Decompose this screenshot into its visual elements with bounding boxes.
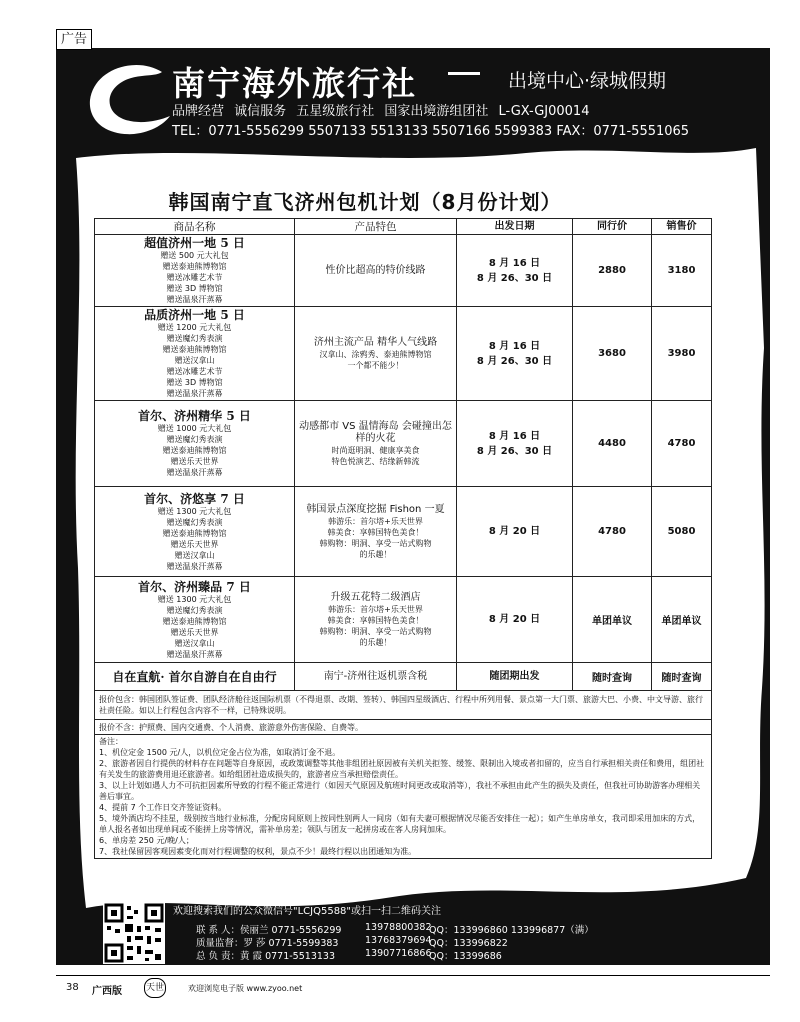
col-header-feature: 产品特色 — [295, 219, 457, 235]
table-row — [95, 307, 712, 401]
gift-item: 赠送 1200 元大礼包 — [157, 323, 232, 332]
gift-item: 赠送温泉汗蒸幕 — [166, 561, 223, 571]
departure-date: 8 月 26、30 日 — [476, 272, 553, 284]
sale-price: 单团单议 — [652, 577, 712, 663]
col-header-date: 出发日期 — [457, 219, 573, 235]
product-cell — [95, 307, 295, 401]
feature-detail: 的乐趣！ — [359, 549, 392, 559]
feature-main: 济州主流产品 精华人气线路 — [313, 336, 438, 348]
feature-cell — [295, 401, 457, 487]
peer-price: 4780 — [573, 487, 652, 577]
col-header-name: 商品名称 — [95, 219, 295, 235]
product-name: 首尔、济州臻品 7 日 — [138, 579, 251, 594]
note-line: 6、单房差 250 元/晚/人； — [99, 836, 194, 845]
peer-price: 单团单议 — [573, 577, 652, 663]
table-row — [95, 577, 712, 663]
gift-item: 赠送温泉汗蒸幕 — [166, 389, 223, 398]
agency-name: 南宁海外旅行社 — [172, 64, 417, 103]
peer-price: 2880 — [573, 235, 652, 307]
feature-detail: 特色悦演艺、结缘新韩流 — [331, 456, 420, 466]
gift-item: 赠送冰雕艺术节 — [166, 273, 223, 282]
gift-item: 赠送 1300 元大礼包 — [157, 594, 232, 604]
site-line: 欢迎浏览电子版 www.zyoo.net — [188, 984, 303, 993]
agency-tel: TEL：0771-5556299 5507133 5513133 5507166 5599383 FAX：0771-5551065 — [172, 124, 690, 139]
product-cell — [95, 235, 295, 307]
gift-item: 赠送乐天世界 — [170, 539, 219, 549]
price-includes: 报价包含：韩国团队签证费、团队经济舱往返国际机票（不得退票、改期、签转）、韩国四星级酒店、行程中所列用餐、景点第一大门票、旅游大巴、小费、中文导游、旅行社责任险。如以上行程包含内容不一样，已特殊说明。 — [95, 691, 712, 720]
product-name: 自在直航· 首尔自游自在自由行 — [112, 669, 277, 684]
feature-detail: 韩游乐：首尔塔+乐天世界 — [328, 604, 423, 614]
date-cell — [457, 307, 573, 401]
sale-price: 4780 — [652, 401, 712, 487]
price-excludes: 报价不含：护照费、国内交通费、个人消费、旅游意外伤害保险、自费等。 — [95, 720, 712, 735]
contact-qq-0: QQ：133996860 133996877（满） — [429, 925, 594, 936]
feature-detail: 韩游乐：首尔塔+乐天世界 — [328, 516, 423, 526]
gift-item: 赠送魔幻秀表演 — [166, 517, 223, 527]
gift-item: 赠送汉拿山 — [174, 550, 215, 560]
peer-price: 3680 — [573, 307, 652, 401]
feature-detail: 汉拿山、涂鸦秀、泰迪熊博物馆 — [319, 349, 432, 359]
tour-table — [94, 218, 712, 859]
table-row — [95, 235, 712, 307]
departure-date: 8 月 20 日 — [488, 614, 541, 625]
page-footer — [56, 975, 770, 998]
edition-label: 广西版 — [92, 986, 122, 997]
sale-price: 随时查询 — [652, 663, 712, 691]
departure-date: 随团期出发 — [489, 671, 540, 682]
note-line: 备注： — [99, 737, 123, 746]
table-row — [95, 401, 712, 487]
contact-mobile-1: 13768379694 — [365, 935, 432, 946]
note-line: 1、机位定金 1500 元/人，以机位定金占位为准，如取消订金不退。 — [99, 748, 341, 757]
agency-subtitle: 出境中心·绿城假期 — [508, 70, 667, 92]
feature-cell — [295, 235, 457, 307]
feature-cell — [295, 663, 457, 691]
feature-detail: 一个都不能少！ — [347, 360, 404, 370]
gift-item: 赠送温泉汗蒸幕 — [166, 295, 223, 304]
departure-date: 8 月 26、30 日 — [476, 445, 553, 457]
date-cell — [457, 235, 573, 307]
gift-item: 赠送魔幻秀表演 — [166, 435, 223, 444]
notes — [95, 735, 712, 859]
contact-mobile-0: 13978800382 — [365, 922, 432, 933]
qr-code-icon — [103, 902, 165, 964]
date-cell — [457, 487, 573, 577]
gift-item: 赠送 500 元大礼包 — [160, 251, 229, 260]
feature-detail: 韩购物：明洞、享受一站式购物 — [319, 626, 432, 636]
sale-price: 5080 — [652, 487, 712, 577]
gift-item: 赠送 3D 博物馆 — [166, 284, 223, 293]
table-row — [95, 487, 712, 577]
col-header-sale-price: 销售价 — [652, 219, 712, 235]
gift-item: 赠送汉拿山 — [174, 356, 215, 365]
departure-date: 8 月 16 日 — [488, 257, 541, 269]
feature-main: 升级五花特二级酒店 — [330, 591, 421, 603]
gift-item: 赠送温泉汗蒸幕 — [166, 468, 223, 477]
feature-detail: 的乐趣！ — [359, 637, 392, 647]
feature-main: 性价比超高的特价线路 — [325, 264, 426, 276]
product-cell — [95, 577, 295, 663]
feature-cell — [295, 577, 457, 663]
note-line: 7、我社保留因客观因素变化而对行程调整的权利，景点不少！最终行程以出团通知为准。 — [99, 847, 417, 856]
note-line: 2、旅游者因自行提供的材料存在问题等自身原因，或政策调整等其他非组团社原因被有关机关拒签、缓签、限制出入境或者扣留的，应当自行承担相关责任和费用，组团社有关发生的旅游费用退还旅游者。如给组团社造成损失的，旅游者应当承担赔偿责任。 — [99, 759, 705, 779]
departure-date: 8 月 20 日 — [488, 526, 541, 537]
gift-item: 赠送 1000 元大礼包 — [157, 424, 232, 433]
gift-item: 赠送乐天世界 — [170, 457, 219, 466]
gift-item: 赠送泰迪熊博物馆 — [162, 262, 227, 271]
feature-cell — [295, 487, 457, 577]
peer-price: 4480 — [573, 401, 652, 487]
note-line: 4、提前 7 个工作日交齐签证资料。 — [99, 803, 227, 812]
feature-main: 韩国景点深度挖掘 Fishon 一夏 — [306, 503, 445, 515]
feature-detail: 韩美食：享韩国特色美食！ — [327, 615, 424, 625]
title-dash — [448, 72, 480, 75]
contact-role-1: 质量监督：罗 莎 0771-5599383 — [196, 938, 339, 949]
gift-item: 赠送乐天世界 — [170, 627, 219, 637]
feature-detail: 韩购物：明洞、享受一站式购物 — [319, 538, 432, 548]
product-name: 首尔、济悠享 7 日 — [144, 491, 245, 506]
departure-date: 8 月 16 日 — [488, 430, 541, 442]
feature-main: 动感都市 VS 温情海岛 会碰撞出怎样的火花 — [299, 420, 452, 444]
col-header-peer-price: 同行价 — [573, 219, 652, 235]
gift-item: 赠送泰迪熊博物馆 — [162, 528, 227, 538]
sale-price: 3980 — [652, 307, 712, 401]
peer-price: 随时查询 — [573, 663, 652, 691]
ad-label: 广告 — [56, 29, 92, 50]
gift-item: 赠送 3D 博物馆 — [166, 378, 223, 387]
product-cell — [95, 487, 295, 577]
feature-detail: 韩美食：享韩国特色美食！ — [327, 527, 424, 537]
note-line: 3、以上计划如遇人力不可抗拒因素所导致的行程不能正常进行（如因天气原因及航班时间更改或取消等），我社不承担由此产生的损失及责任，但我社可协助游客办理相关善后事宜。 — [99, 781, 701, 801]
wechat-line: 欢迎搜索我们的公众微信号"LCJQ5588"或扫一扫二维码关注 — [173, 906, 442, 917]
plan-title: 韩国南宁直飞济州包机计划（8月份计划） — [168, 190, 562, 214]
contact-role-0: 联 系 人：侯丽兰 0771-5556299 — [196, 925, 342, 936]
sale-price: 3180 — [652, 235, 712, 307]
contact-mobile-2: 13907716866 — [365, 948, 432, 959]
gift-item: 赠送 1300 元大礼包 — [157, 506, 232, 516]
product-name: 超值济州一地 5 日 — [144, 236, 245, 250]
date-cell — [457, 401, 573, 487]
date-cell — [457, 577, 573, 663]
date-cell — [457, 663, 573, 691]
gift-item: 赠送冰雕艺术节 — [166, 367, 223, 376]
agency-slogan: 品牌经营 诚信服务 五星级旅行社 国家出境游组团社 L-GX-GJ00014 — [172, 104, 590, 119]
product-name: 品质济州一地 5 日 — [144, 308, 245, 322]
page-number: 38 — [66, 982, 79, 993]
brand-badge: 天世 — [144, 978, 166, 998]
feature-cell — [295, 307, 457, 401]
gift-item: 赠送温泉汗蒸幕 — [166, 649, 223, 659]
departure-date: 8 月 26、30 日 — [476, 355, 553, 367]
page-header — [56, 48, 770, 153]
departure-date: 8 月 16 日 — [488, 340, 541, 352]
product-cell — [95, 401, 295, 487]
gift-item: 赠送汉拿山 — [174, 638, 215, 648]
gift-item: 赠送泰迪熊博物馆 — [162, 345, 227, 354]
gift-item: 赠送泰迪熊博物馆 — [162, 616, 227, 626]
table-row — [95, 663, 712, 691]
product-cell — [95, 663, 295, 691]
contact-qq-1: QQ：133996822 — [429, 938, 508, 949]
agency-logo — [82, 60, 174, 138]
note-line: 5、境外酒店均不挂星，级别按当地行业标准，分配房间原则上按同性别两人一间房（如有夫妻可根据情况尽能否安排住一起）；如产生单房单女，我司即采用加床的方式，单人报名者如出现单间或不能拼上房等情况，需补单房差；领队与团友一起拼房或在客人房间加床。 — [99, 814, 701, 834]
gift-item: 赠送魔幻秀表演 — [166, 605, 223, 615]
gift-item: 赠送泰迪熊博物馆 — [162, 446, 227, 455]
contact-role-2: 总 负 责：黄 霞 0771-5513133 — [196, 951, 335, 962]
gift-item: 赠送魔幻秀表演 — [166, 334, 223, 343]
feature-main: 南宁-济州往返机票含税 — [323, 670, 428, 682]
feature-detail: 时尚逛明洞、健康享美食 — [331, 445, 420, 455]
product-name: 首尔、济州精华 5 日 — [138, 409, 251, 423]
contact-qq-2: QQ：13399686 — [429, 951, 502, 962]
